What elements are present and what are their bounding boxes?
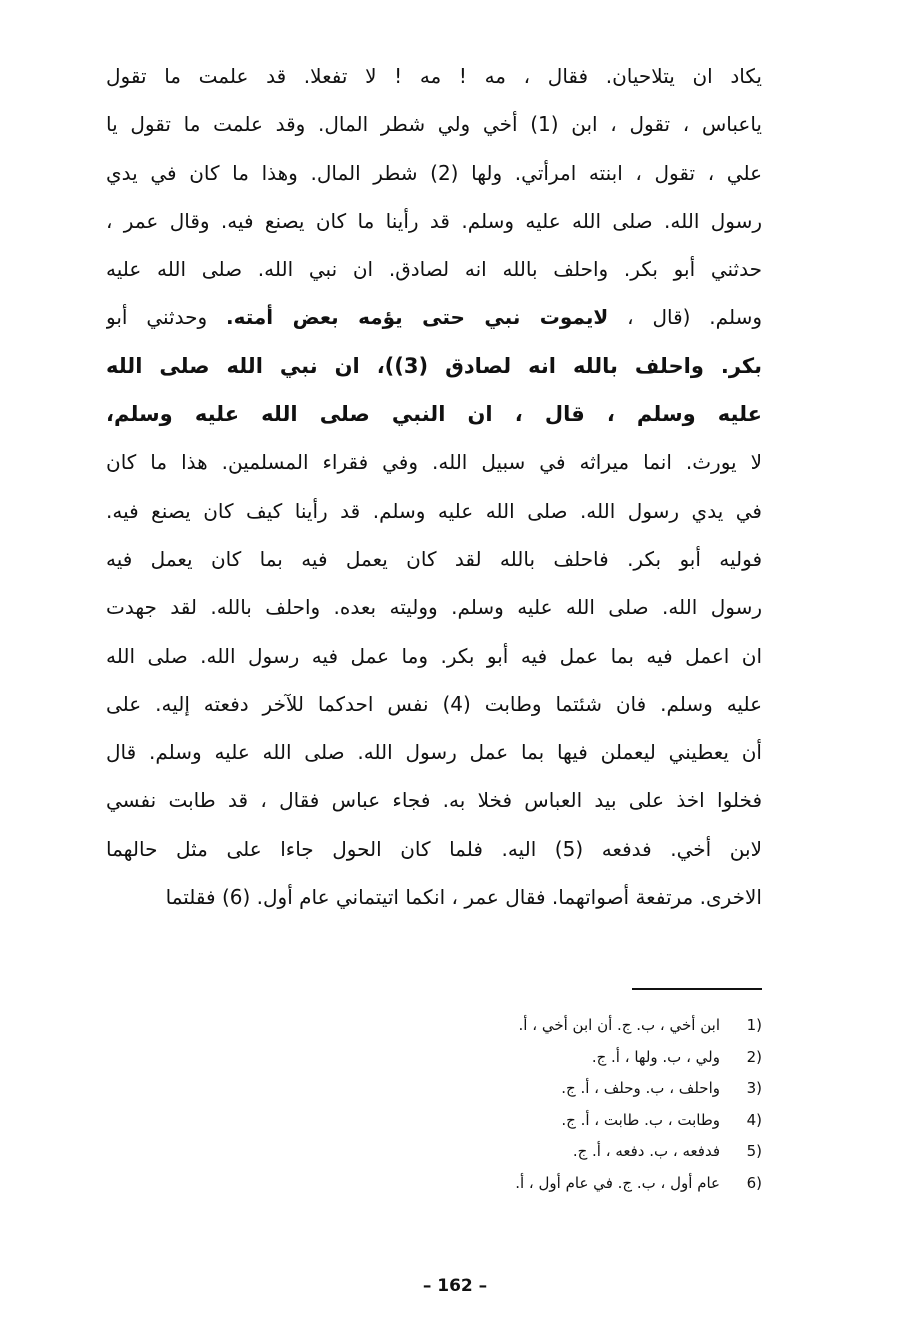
footnote-number: (3 (746, 1079, 762, 1097)
text-line-3: علي ، تقول ، ابنته امرأتي. ولها (2) شطر المال. وهذا ما كان في يدي (106, 160, 762, 185)
text-line-13: ان اعمل فيه بما عمل فيه أبو بكر. وما عمل فيه رسول الله. صلى الله (106, 643, 762, 668)
footnote-number: (5 (746, 1142, 762, 1160)
text-line-8: عليه وسلم ، قال ، ان النبي صلى الله عليه وسلم، (106, 402, 762, 427)
footnote-1 (420, 1010, 762, 1042)
footnote-number: (2 (746, 1047, 762, 1066)
text-line-9: لا يورث. انما ميراثه في سبيل الله. وفي فقراء المسلمين. هذا ما كان (106, 450, 762, 475)
text-line-10: في يدي رسول الله. صلى الله عليه وسلم. قد رأينا كيف كان يصنع فيه. (106, 498, 762, 523)
text-line-6-suffix: وحدثني أبو (106, 305, 208, 330)
text-line-18: الاخرى. مرتفعة أصواتهما. فقال عمر ، انكما اتيتماني عام أول. (6) فقلتما (165, 885, 762, 910)
text-line-6-prefix: وسلم. (قال ، (627, 305, 762, 330)
text-line-11: فوليه أبو بكر. فاحلف بالله لقد كان يعمل فيه بما كان يعمل فيه (106, 546, 762, 571)
footnote-separator (632, 988, 762, 990)
text-line-1: يكاد ان يتلاحيان. فقال ، مه ! مه ! لا تفعلا. قد علمت ما تقول (106, 64, 762, 88)
text-line-12: رسول الله. صلى الله عليه وسلم. ووليته بعده. واحلف بالله. لقد جهدت (106, 595, 762, 620)
text-line-17: لابن أخي. فدفعه (5) اليه. فلما كان الحول جاءا على مثل حالهما (106, 836, 762, 861)
footnote-text: وطابت ، ب. طابت ، أ. ج. (561, 1110, 720, 1129)
text-line-15: أن يعطيني ليعملن فيها بما عمل رسول الله. صلى الله عليه وسلم. قال (106, 740, 762, 765)
text-line-4: رسول الله. صلى الله عليه وسلم. قد رأينا ما كان يصنع فيه. وقال عمر ، (106, 208, 762, 233)
footnote-text: ولي ، ب. ولها ، أ. ج. (591, 1047, 720, 1066)
footnote-6 (420, 1168, 762, 1200)
text-line-2: ياعباس ، تقول ، ابن (1) أخي ولي شطر المال. وقد علمت ما تقول يا (106, 112, 762, 137)
footnote-number: (6 (746, 1173, 762, 1192)
footnote-text: واحلف ، ب. وحلف ، أ. ج. (561, 1079, 720, 1097)
footnote-2 (420, 1042, 762, 1074)
footnote-4 (420, 1105, 762, 1137)
footnote-number: (4 (746, 1110, 762, 1129)
footnote-number: (1 (746, 1016, 762, 1034)
footnote-5 (420, 1136, 762, 1168)
text-line-6 (106, 293, 762, 341)
footnote-text: ابن أخي ، ب. ج. أن ابن أخي ، أ. (518, 1016, 720, 1034)
footnotes-block (420, 1010, 762, 1199)
footnote-3 (420, 1073, 762, 1105)
footnote-text: فدفعه ، ب. دفعه ، أ. ج. (572, 1142, 720, 1160)
text-line-5: حدثني أبو بكر. واحلف بالله انه لصادق. ان نبي الله. صلى الله عليه (106, 257, 762, 282)
text-line-7: بكر. واحلف بالله انه لصادق (3))، ان نبي الله صلى الله (106, 353, 762, 378)
text-line-14: عليه وسلم. فان شئتما وطابت (4) نفس احدكما للآخر دفعته إليه. على (106, 691, 762, 716)
page-number: – 162 – (422, 1276, 488, 1296)
main-text-block (106, 52, 762, 921)
footnote-text: عام أول ، ب. ج. في عام أول ، أ. (515, 1173, 720, 1192)
text-line-16: فخلوا اخذ على بيد العباس فخلا به. فجاء عباس فقال ، قد طابت نفسي (106, 788, 762, 813)
text-line-6-bold: لايموت نبي حتى يؤمه بعض أمته. (225, 305, 609, 330)
